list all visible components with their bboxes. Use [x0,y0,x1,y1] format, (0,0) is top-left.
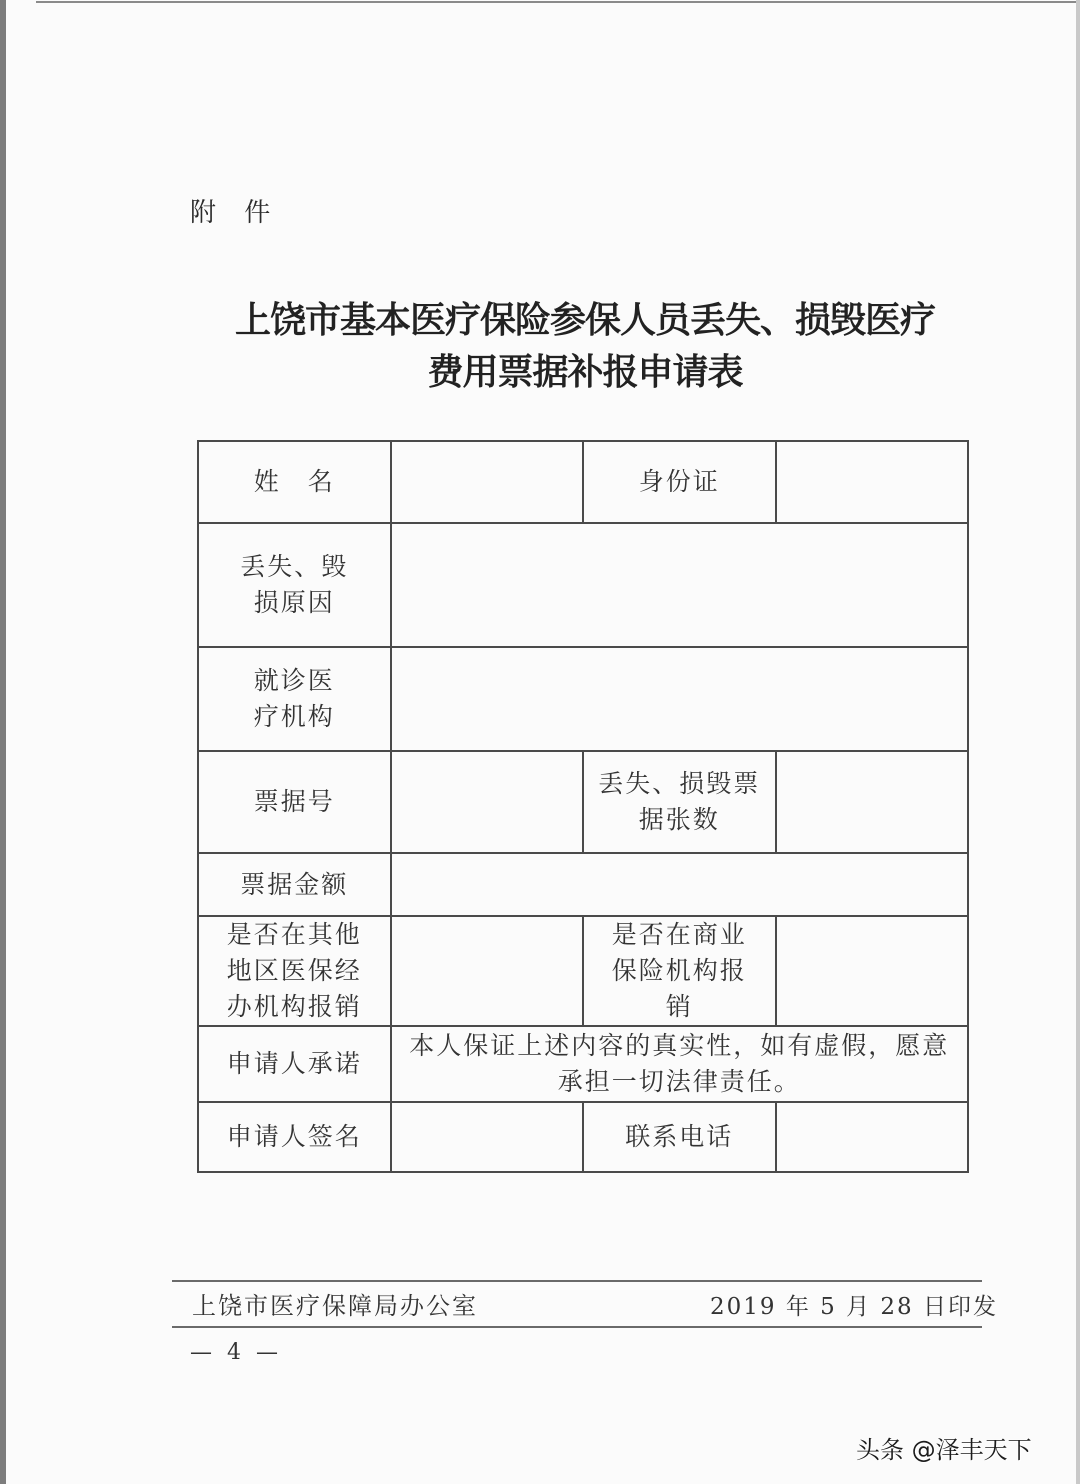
scan-edge-right [1076,0,1080,1484]
commercial-insurance-reimbursed-label: 是否在商业 保险机构报 销 [583,916,776,1026]
form-row-reimbursement [198,916,968,1026]
name-field[interactable] [391,441,584,523]
commercial-insurance-reimbursed-field[interactable] [776,916,969,1026]
form-row-name [198,441,968,523]
form-row-signature [198,1102,968,1172]
lost-receipt-count-label: 丢失、损毁票 据张数 [583,751,776,853]
signature-label: 申请人签名 [198,1102,391,1172]
other-region-reimbursed-field[interactable] [391,916,584,1026]
scan-edge-top [36,1,1076,3]
receipt-number-field[interactable] [391,751,584,853]
form-row-pledge [198,1026,968,1102]
form-row-receipt-number [198,751,968,853]
form-row-receipt-amount [198,853,968,916]
issuing-office: 上饶市医疗保障局办公室 [192,1292,478,1320]
page-number: — 4 — [190,1340,282,1365]
document-title-line2: 费用票据补报申请表 [427,351,743,393]
footer-rule-top [172,1280,982,1282]
source-watermark: 头条 @泽丰天下 [856,1436,1032,1464]
receipt-number-label: 票据号 [198,751,391,853]
medical-institution-label: 就诊医 疗机构 [198,647,391,751]
receipt-amount-field[interactable] [391,853,969,916]
pledge-label: 申请人承诺 [198,1026,391,1102]
form-row-medical-institution [198,647,968,751]
form-row-loss-reason [198,523,968,647]
medical-institution-field[interactable] [391,647,969,751]
phone-field[interactable] [776,1102,969,1172]
document-title-line1: 上饶市基本医疗保险参保人员丢失、损毁医疗 [234,299,935,341]
id-card-label: 身份证 [583,441,776,523]
id-card-field[interactable] [776,441,969,523]
loss-reason-field[interactable] [391,523,969,647]
issue-date: 2019 年 5 月 28 日印发 [710,1294,998,1320]
footer-rule-bottom [172,1326,982,1328]
pledge-text: 本人保证上述内容的真实性，如有虚假，愿意承担一切法律责任。 [391,1026,969,1102]
attachment-label: 附 件 [190,198,281,228]
name-label: 姓 名 [198,441,391,523]
application-form-table [197,440,969,1173]
signature-field[interactable] [391,1102,584,1172]
scan-edge-left [0,0,6,1484]
loss-reason-label: 丢失、毁 损原因 [198,523,391,647]
other-region-reimbursed-label: 是否在其他 地区医保经 办机构报销 [198,916,391,1026]
lost-receipt-count-field[interactable] [776,751,969,853]
receipt-amount-label: 票据金额 [198,853,391,916]
phone-label: 联系电话 [583,1102,776,1172]
